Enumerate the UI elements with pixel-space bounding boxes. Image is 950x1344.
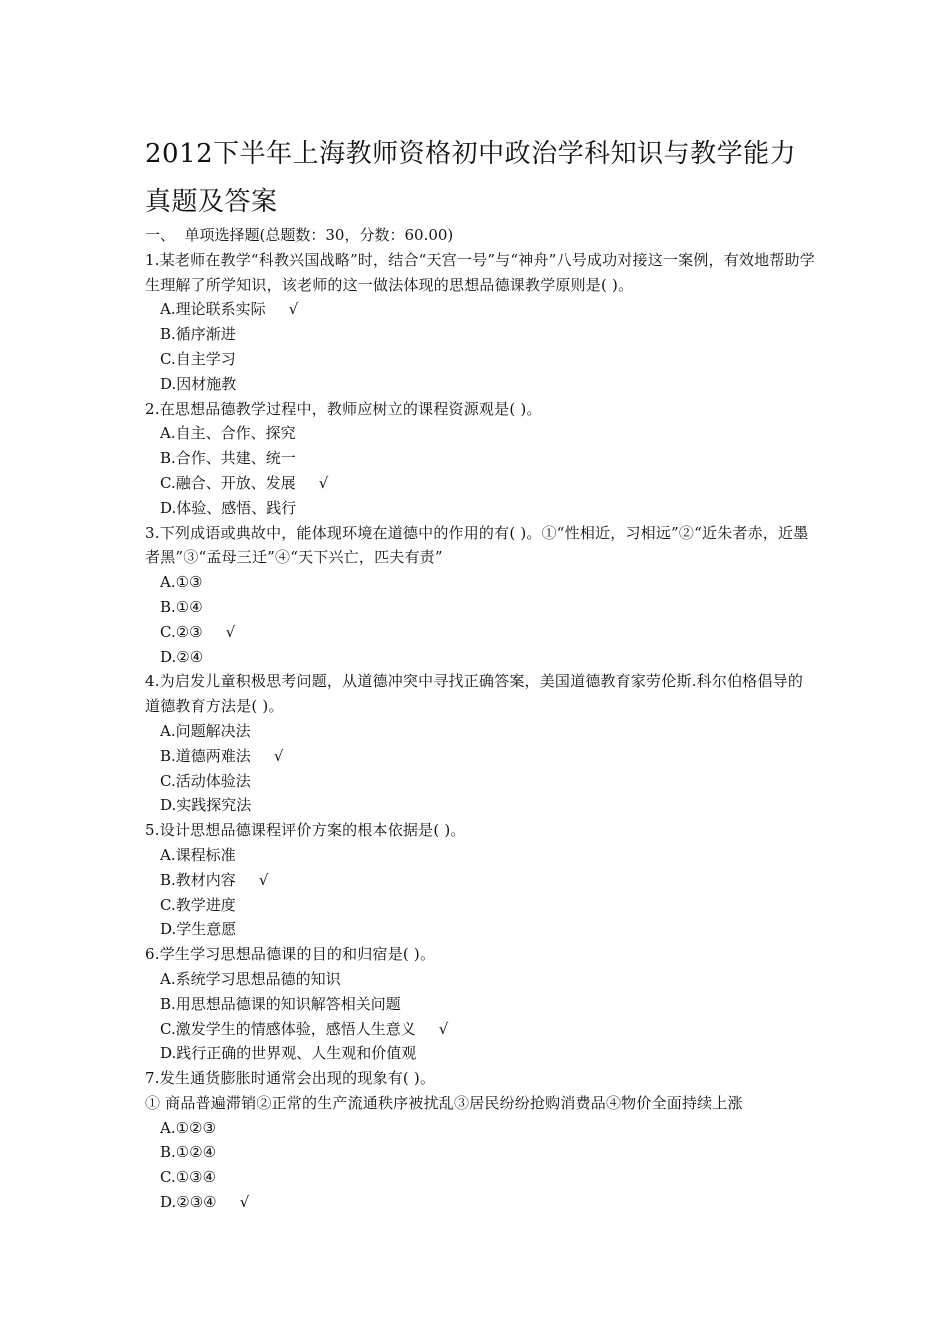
option-text: A.自主、合作、探究: [160, 424, 296, 443]
question-stem: 5.设计思想品德课程评价方案的根本依据是( )。: [145, 821, 466, 840]
question-1: [145, 248, 815, 397]
question-stem: 2.在思想品德教学过程中，教师应树立的课程资源观是( )。: [145, 399, 542, 418]
answer-check-icon: √: [225, 622, 236, 641]
question-6: [145, 942, 815, 1066]
option-b: [145, 868, 815, 893]
answer-check-icon: √: [438, 1019, 449, 1038]
option-text: C.教学进度: [160, 895, 236, 914]
option-a: [145, 967, 815, 992]
option-text: D.②④: [160, 647, 204, 666]
option-text: D.学生意愿: [160, 920, 237, 939]
question-stem: 7.发生通货膨胀时通常会出现的现象有( )。: [145, 1069, 436, 1088]
option-text: B.教材内容: [160, 870, 236, 889]
option-text: D.因材施教: [160, 374, 237, 393]
option-d: [145, 496, 815, 521]
question-stem: 1.某老师在教学“科教兴国战略”时，结合“天宫一号”与“神舟”八号成功对接这一案例，有效地帮助学生理解了所学知识，该老师的这一做法体现的思想品德课教学原则是( )。: [145, 250, 815, 294]
option-c: [145, 471, 815, 496]
option-b: [145, 446, 815, 471]
answer-check-icon: √: [288, 300, 299, 319]
question-4: [145, 669, 815, 818]
answer-check-icon: √: [318, 473, 329, 492]
option-text: A.问题解决法: [160, 721, 251, 740]
option-b: [145, 322, 815, 347]
option-text: B.循序渐进: [160, 325, 236, 344]
question-5: [145, 818, 815, 942]
answer-check-icon: √: [273, 746, 284, 765]
option-d: [145, 1190, 815, 1215]
option-text: C.②③: [160, 622, 203, 641]
option-text: A.①②③: [160, 1118, 216, 1137]
option-text: B.用思想品德课的知识解答相关问题: [160, 994, 401, 1013]
option-text: B.①④: [160, 597, 203, 616]
option-a: [145, 1116, 815, 1141]
document-title: 2012下半年上海教师资格初中政治学科知识与教学能力真题及答案: [145, 139, 797, 217]
option-text: C.自主学习: [160, 349, 236, 368]
option-c: [145, 1017, 815, 1042]
option-text: C.融合、开放、发展: [160, 473, 296, 492]
option-c: [145, 620, 815, 645]
question-3: [145, 521, 815, 670]
option-text: B.合作、共建、统一: [160, 449, 296, 468]
question-2: [145, 397, 815, 521]
option-c: [145, 769, 815, 794]
option-d: [145, 917, 815, 942]
question-stem: 6.学生学习思想品德课的目的和归宿是( )。: [145, 945, 436, 964]
option-b: [145, 744, 815, 769]
option-text: C.激发学生的情感体验，感悟人生意义: [160, 1019, 416, 1038]
option-text: D.实践探究法: [160, 796, 252, 815]
question-stem: 3.下列成语或典故中，能体现环境在道德中的作用的有( )。①“性相近，习相远”②“近朱者赤，近墨者黑”③“孟母三迁”④“天下兴亡，匹夫有责”: [145, 523, 809, 567]
question-stem: 4.为启发儿童积极思考问题，从道德冲突中寻找正确答案，美国道德教育家劳伦斯.科尔伯格倡导的道德教育方法是( )。: [145, 672, 804, 716]
option-text: B.道德两难法: [160, 746, 251, 765]
option-text: D.②③④: [160, 1193, 217, 1212]
question-7: [145, 1066, 815, 1215]
option-c: [145, 1165, 815, 1190]
option-text: A.系统学习思想品德的知识: [160, 969, 341, 988]
option-c: [145, 347, 815, 372]
option-b: [145, 595, 815, 620]
answer-check-icon: √: [258, 870, 269, 889]
section-heading: 一、 单项选择题(总题数：30，分数：60.00): [145, 226, 454, 244]
option-text: A.课程标准: [160, 845, 236, 864]
option-b: [145, 992, 815, 1017]
option-c: [145, 893, 815, 918]
option-text: D.践行正确的世界观、人生观和价值观: [160, 1044, 417, 1063]
option-d: [145, 1041, 815, 1066]
option-text: C.①③④: [160, 1168, 217, 1187]
option-d: [145, 793, 815, 818]
question-statements: ① 商品普遍滞销②正常的生产流通秩序被扰乱③居民纷纷抢购消费品④物价全面持续上涨: [145, 1093, 743, 1112]
option-text: C.活动体验法: [160, 771, 251, 790]
document-content: [145, 223, 815, 1215]
option-d: [145, 372, 815, 397]
option-a: [145, 570, 815, 595]
option-a: [145, 297, 815, 322]
option-text: B.①②④: [160, 1143, 217, 1162]
option-a: [145, 719, 815, 744]
answer-check-icon: √: [239, 1193, 250, 1212]
option-a: [145, 843, 815, 868]
option-text: D.体验、感悟、践行: [160, 498, 297, 517]
option-text: A.理论联系实际: [160, 300, 266, 319]
option-b: [145, 1140, 815, 1165]
option-text: A.①③: [160, 573, 203, 592]
option-d: [145, 645, 815, 670]
option-a: [145, 421, 815, 446]
